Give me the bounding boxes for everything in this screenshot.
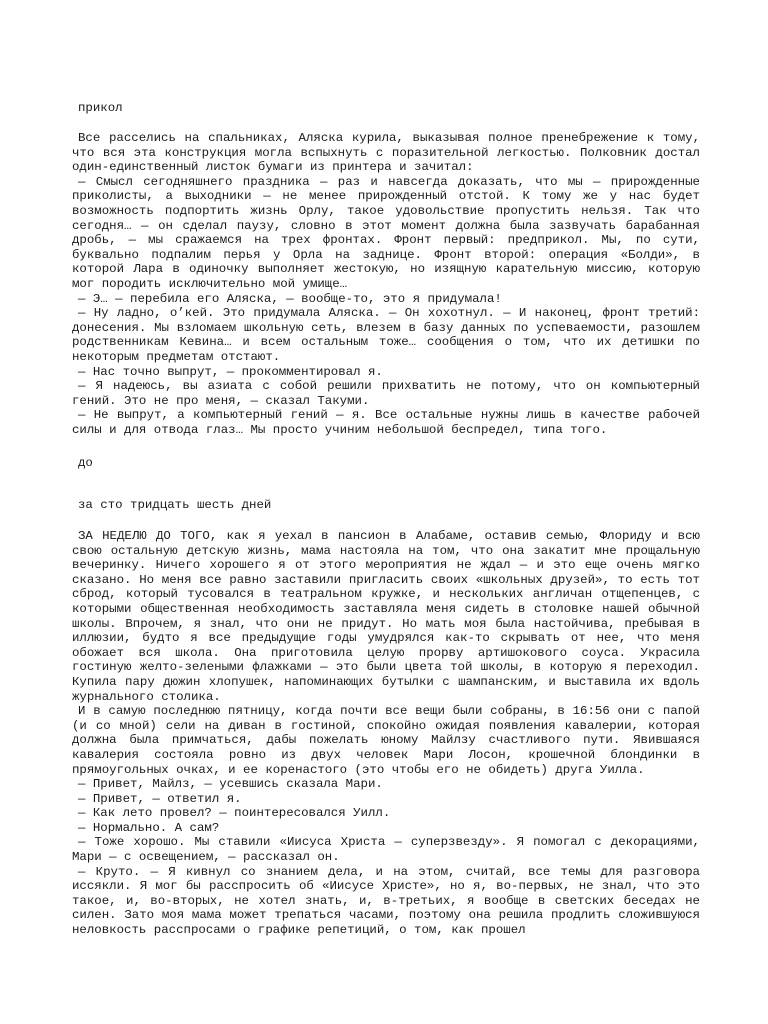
section-heading-136-days: за сто тридцать шесть дней xyxy=(78,498,272,512)
section-text-136-days xyxy=(72,529,700,938)
paragraph: — Э… — перебила его Аляска, — вообще-то, это я придумала! xyxy=(78,291,502,306)
paragraph: — Нас точно выпрут, — прокомментировал я. xyxy=(78,364,383,379)
paragraph: Все расселись на спальниках, Аляска курила, выказывая полное пренебрежение к тому, что вся эта конструкция могла вспыхнуть с поразительной легкостью. Полковник достал один-единственный листок бумаги из принтера и зачитал: xyxy=(72,131,700,175)
paragraph: — Не выпрут, а компьютерный гений — я. Все остальные нужны лишь в качестве рабочей силы и для отвода глаз… Мы просто учиним небольшой беспредел, типа того. xyxy=(72,408,700,437)
paragraph: ЗА НЕДЕЛЮ ДО ТОГО, как я уехал в пансион в Алабаме, оставив семью, Флориду и всю свою остальную детскую жизнь, мама настояла на том, что она закатит мне прощальную вечеринку. Ничего хорошего я от этого мероприятия не ждал — и это еще очень мягко сказано. Но меня все равно заставили пригласить своих «школьных друзей», то есть тот сброд, который тусовался в театральном кружке, и нескольких англичан отщепенцев, с которыми общественная необходимость заставляла меня сидеть в столовке нашей обычной школы. Впрочем, я знал, что они не придут. Но мать моя была настойчива, пребывая в иллюзии, будто я все предыдущие годы умудрялся как-то скрывать от нее, что меня обожает вся школа. Она приготовила целую прорву артишокового соуса. Украсила гостиную желто-зелеными флажками — это были цвета той школы, в которую я переходил. Купила пару дюжин хлопушек, напоминающих бутылки с шампанским, и выставила их вдоль журнального столика. xyxy=(72,529,700,704)
section-heading-prank: прикол xyxy=(78,101,123,115)
paragraph: — Как лето провел? — поинтересовался Уилл. xyxy=(78,806,391,821)
section-text-prank xyxy=(72,131,700,437)
paragraph: И в самую последнюю пятницу, когда почти все вещи были собраны, в 16:56 они с папой (и со мной) сели на диван в гостиной, спокойно ожидая появления кавалерии, которая должна была примчаться, дабы пожелать юному Майлзу счастливого пути. Явившаяся кавалерия состояла ровно из двух человек Мари Лосон, крошечной блондинки в прямоугольных очках, и ее коренастого (это чтобы его не обидеть) друга Уилла. xyxy=(72,704,700,777)
paragraph: — Я надеюсь, вы азиата с собой решили прихватить не потому, что он компьютерный гений. Это не про меня, — сказал Такуми. xyxy=(72,379,700,408)
paragraph: — Привет, — ответил я. xyxy=(78,791,242,806)
paragraph: — Круто. — Я кивнул со знанием дела, и на этом, считай, все темы для разговора иссякли. Я мог бы расспросить об «Иисусе Христе», но я, во-первых, не знал, что это такое, и, во-вторых, не хотел знать, и, в-третьих, я вообще в светских беседах не силен. Зато моя мама может трепаться часами, поэтому она решила продлить сложившуюся неловкость расспросами о графике репетиций, о том, как прошел xyxy=(72,864,700,938)
paragraph: — Привет, Майлз, — усевшись сказала Мари. xyxy=(78,777,383,792)
section-heading-before: до xyxy=(78,456,93,470)
paragraph: — Нормально. А сам? xyxy=(78,820,220,835)
paragraph: — Ну ладно, о’кей. Это придумала Аляска. — Он хохотнул. — И наконец, фронт третий: донесения. Мы взломаем школьную сеть, влезем в базу данных по успеваемости, разошлем родственникам Кевина… и всем остальным тоже… сообщения о том, что их детишки по некоторым предметам отстают. xyxy=(72,306,700,364)
paragraph: — Смысл сегодняшнего праздника — раз и навсегда доказать, что мы — прирожденные приколисты, а выходники — не менее прирожденный отстой. К тому же у нас будет возможность подпортить жизнь Орлу, такое удовольствие пропустить нельзя. Так что сегодня… — он сделал паузу, словно в этот момент должна была зазвучать барабанная дробь, — мы сражаемся на трех фронтах. Фронт первый: предприкол. Мы, по сути, буквально подпалим перья у Орла на заднице. Фронт второй: операция «Болди», в которой Лара в одиночку выполняет жестокую, но изящную карательную миссию, которую мог породить исключительно мой умище… xyxy=(72,174,700,291)
paragraph: — Тоже хорошо. Мы ставили «Иисуса Христа — суперзвезду». Я помогал с декорациями, Мари — с освещением, — рассказал он. xyxy=(72,835,700,865)
